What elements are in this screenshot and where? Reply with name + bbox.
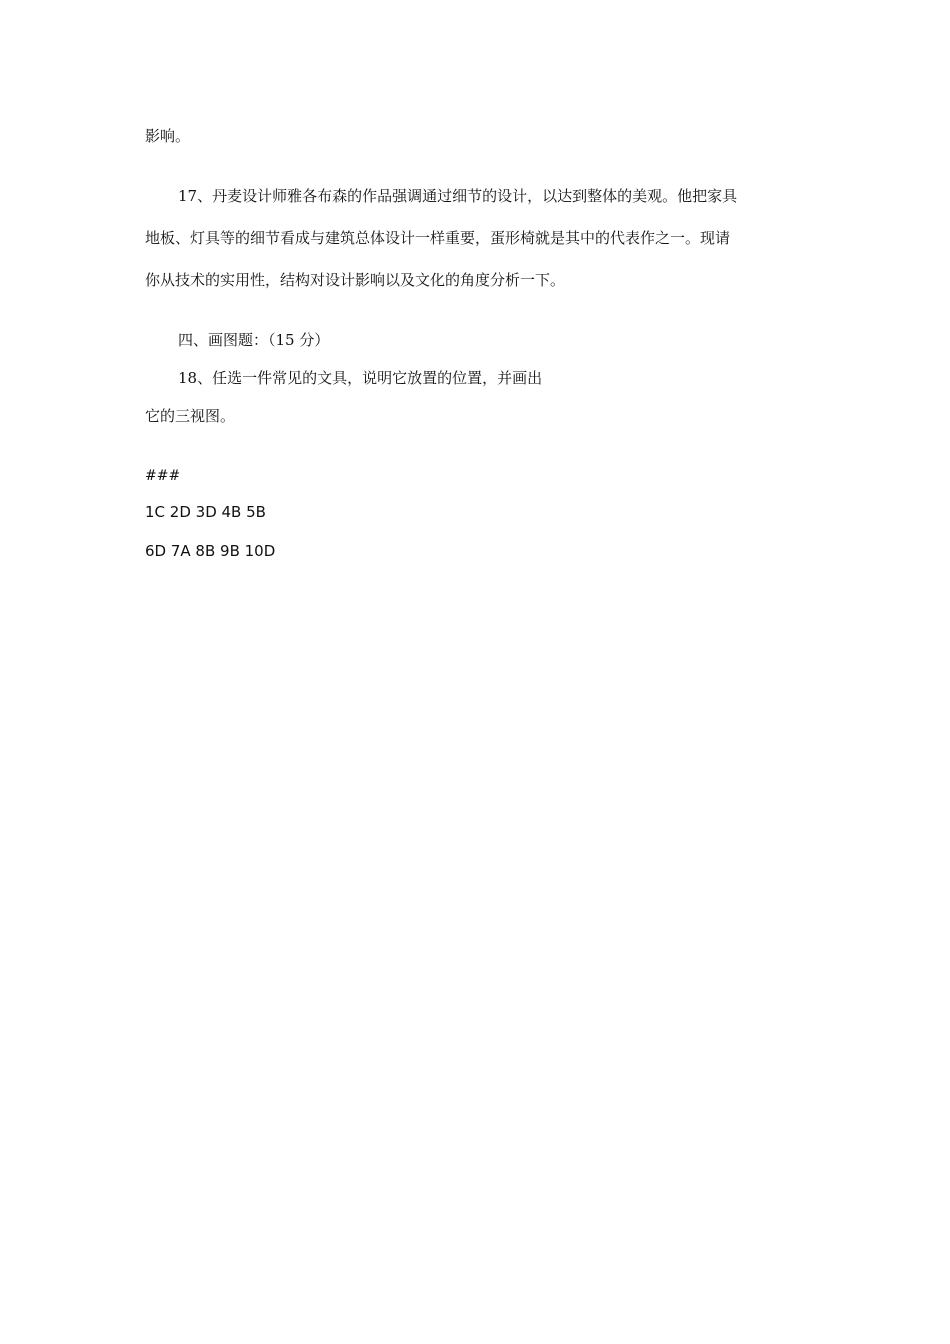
question-17-line-3: 你从技术的实用性，结构对设计影响以及文化的角度分析一下。 <box>145 271 566 289</box>
answer-key-row-2: 6D 7A 8B 9B 10D <box>145 542 276 560</box>
answer-key-row-1: 1C 2D 3D 4B 5B <box>145 503 266 521</box>
question-18-line-2: 它的三视图。 <box>145 407 236 425</box>
previous-question-tail: 影响。 <box>145 127 191 145</box>
section-4-heading: 四、画图题：（15 分） <box>178 331 330 349</box>
question-17-line-2: 地板、灯具等的细节看成与建筑总体设计一样重要，蛋形椅就是其中的代表作之一。现请 <box>145 229 731 247</box>
question-18-line-1: 18、任选一件常见的文具，说明它放置的位置，并画出 <box>178 369 543 387</box>
question-17-line-1: 17、丹麦设计师雅各布森的作品强调通过细节的设计，以达到整体的美观。他把家具 <box>178 187 738 205</box>
separator-marks: ### <box>145 468 181 484</box>
